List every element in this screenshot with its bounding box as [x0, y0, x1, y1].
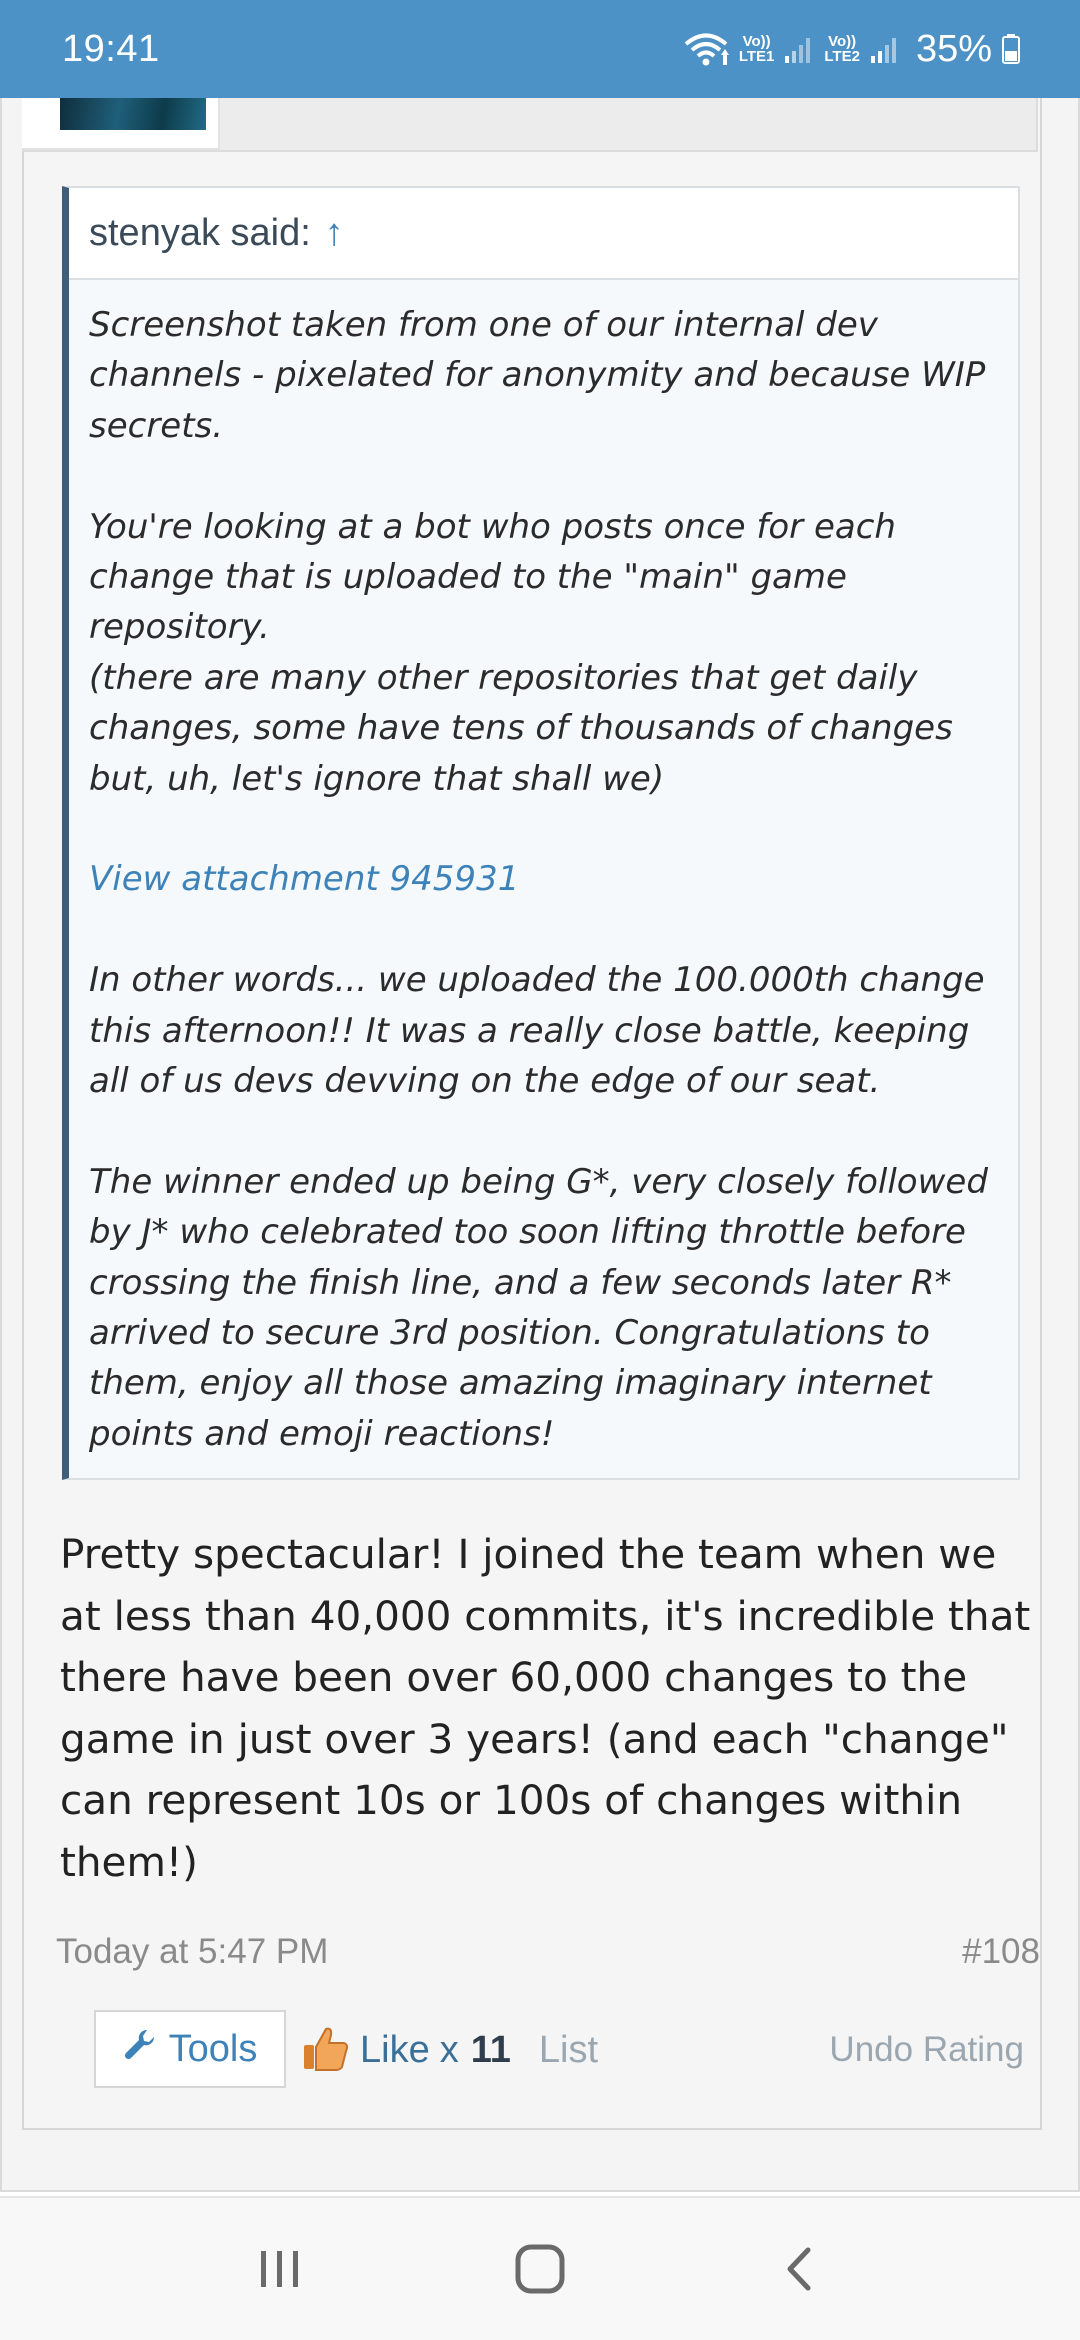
like-group	[300, 2014, 598, 2086]
post-meta	[56, 1928, 1040, 1976]
sim2-label: Vo)) LTE2	[824, 33, 860, 65]
jump-to-quote-icon[interactable]: ↑	[324, 211, 344, 254]
back-icon[interactable]	[755, 2224, 845, 2314]
post-number[interactable]: #108	[962, 1932, 1040, 1971]
like-multiplier: x	[439, 2028, 459, 2071]
avatar[interactable]	[22, 98, 220, 150]
status-icons	[683, 28, 1020, 71]
tools-button[interactable]	[94, 2010, 286, 2088]
post-actions	[94, 2010, 1024, 2090]
page-content[interactable]	[0, 98, 1080, 2196]
quote-paragraph: You're looking at a bot who posts once for each change that is uploaded to the "main" game repository.	[89, 506, 896, 648]
signal-icon	[870, 34, 900, 64]
tools-label: Tools	[168, 2027, 258, 2070]
undo-rating-link[interactable]: Undo Rating	[829, 2030, 1024, 2069]
battery-icon	[1002, 34, 1020, 64]
view-attachment-link[interactable]: View attachment 945931	[89, 859, 520, 900]
recents-icon[interactable]	[235, 2224, 325, 2314]
like-button[interactable]: Like	[360, 2028, 430, 2071]
battery-percent: 35%	[915, 27, 992, 70]
sim1-label: Vo)) LTE1	[738, 33, 775, 65]
quote-paragraph: (there are many other repositories that get daily changes, some have tens of thousands of changes but, uh, let's ignore that shall we)	[89, 657, 953, 799]
quote-paragraph: Screenshot taken from one of our internal dev channels - pixelated for anonymity and because WIP secrets.	[89, 305, 986, 446]
quote-body	[69, 280, 1018, 1459]
like-count: 11	[470, 2028, 511, 2071]
signal-icon	[784, 34, 814, 64]
system-nav-bar	[0, 2196, 1080, 2340]
likes-list-link[interactable]: List	[538, 2028, 599, 2071]
wifi-icon	[683, 31, 729, 67]
post-timestamp[interactable]: Today at 5:47 PM	[56, 1932, 329, 1971]
quote-paragraph: The winner ended up being G*, very closely followed by J* who celebrated too soon lifting throttle before crossing the finish line, and a few seconds later R* arrived to secure 3rd position. Congratulations to them, enjoy all those amazing imaginary internet points and emoji reactions!	[89, 1161, 988, 1454]
home-icon[interactable]	[495, 2224, 585, 2314]
quote-block	[62, 186, 1020, 1480]
avatar-image	[60, 98, 206, 130]
quote-header[interactable]	[69, 188, 1018, 280]
post-message: Pretty spectacular! I joined the team when we at less than 40,000 commits, it's incredible that there have been over 60,000 changes to the game in just over 3 years! (and each "change" can represent 10s or 100s of changes within them!)	[60, 1530, 1031, 1886]
thumbs-up-icon[interactable]	[300, 2023, 350, 2078]
quote-author: stenyak said:	[89, 211, 311, 254]
status-bar	[0, 0, 1080, 98]
quote-paragraph: In other words... we uploaded the 100.000th change this afternoon!! It was a really close battle, keeping all of us devs devving on the edge of our seat.	[89, 960, 985, 1102]
status-time: 19:41	[62, 27, 160, 70]
wrench-icon	[123, 2027, 157, 2071]
